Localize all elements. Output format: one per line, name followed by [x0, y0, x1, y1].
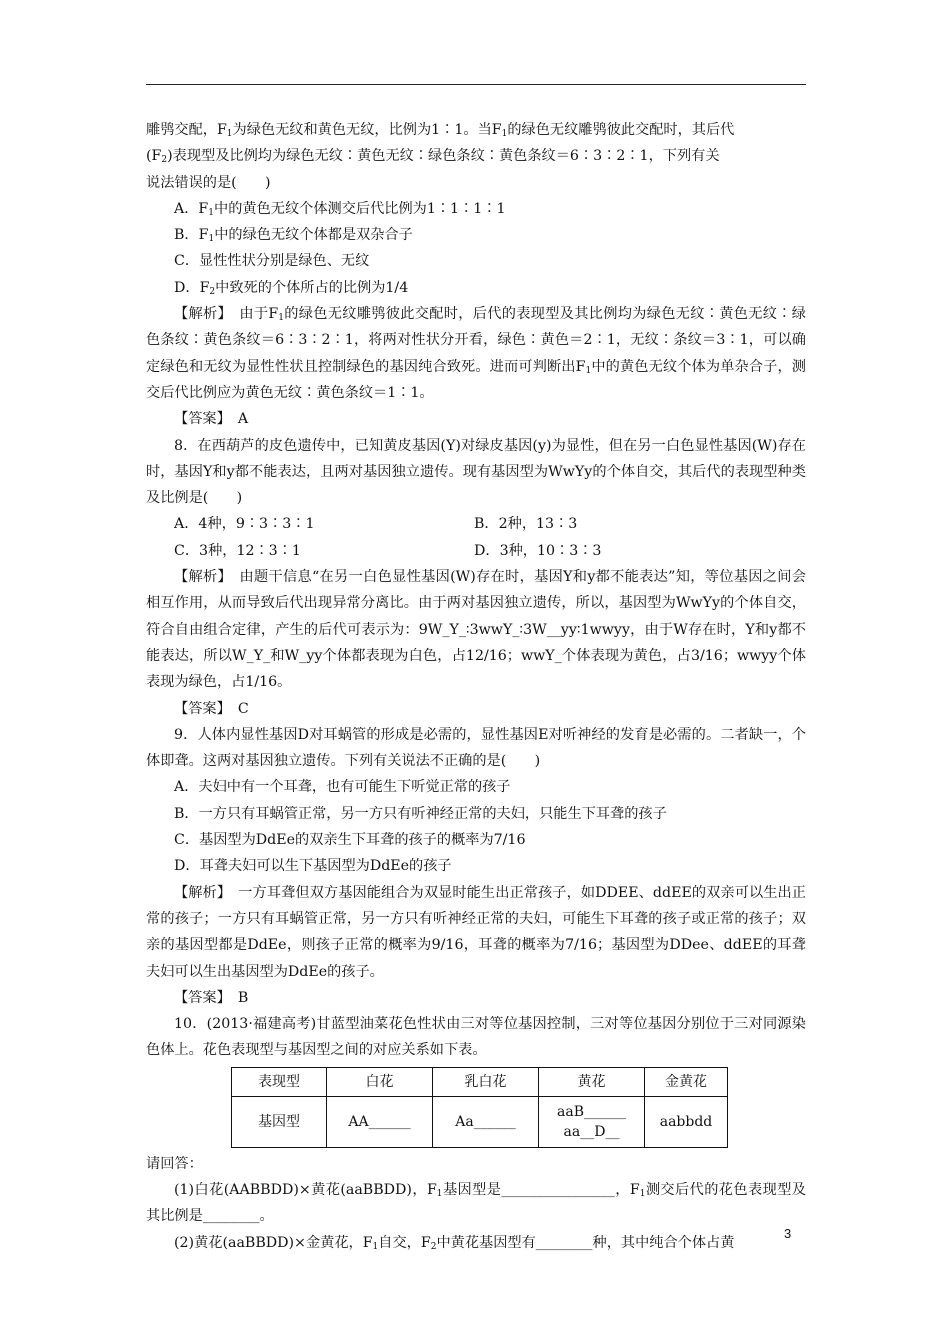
q10-sub2: (2)黄花(aaBBDD)×金黄花，$F_1$自交，$F_2$中黄花基因型有________种，其中纯合个体占黄: [174, 1234, 735, 1252]
q9-option-a: A．夫妇中有一个耳聋，也有可能生下听觉正常的孩子: [174, 779, 511, 796]
q8-option-c: C．3种，12∶3∶1: [174, 542, 301, 559]
q7-stem: 雕鸮交配，$F_1$为绿色无纹和黄色无纹，比例为1∶1。当$F_1$的绿色无纹雕鸮彼此交配时，其后代 $(F_2)$表现型及比例均为绿色无纹∶黄色无纹∶绿色条纹∶黄色条纹＝6∶3∶2∶1，下列有关 说法错误的是( ): [146, 122, 735, 191]
q7-analysis: 【解析】 由于$F_1$的绿色无纹雕鸮彼此交配时，后代的表现型及其比例均为绿色无纹∶黄色无纹∶绿色条纹∶黄色条纹＝6∶3∶2∶1，将两对性状分开看，绿色∶黄色＝2∶1，无纹∶条纹＝3∶1，可以确定绿色和无纹为显性性状且控制绿色的基因纯合致死。进而可判断出$F_1$中的黄色无纹个体为单杂合子，测交后代比例应为黄色无纹∶黄色条纹＝1∶1。: [146, 306, 806, 401]
table-header-row: [232, 1067, 728, 1096]
q9-option-c: C．基因型为DdEe的双亲生下耳聋的孩子的概率为7/16: [174, 832, 526, 849]
q7-answer: 【答案】 A: [174, 411, 249, 428]
q8-options-row-1: [146, 511, 806, 537]
q8-analysis: 【解析】 由题干信息“在另一白色显性基因(W)存在时，基因Y和y都不能表达”知，等位基因之间会相互作用，从而导致后代出现异常分离比。由于两对基因独立遗传，所以，基因型为WwYy的个体自交，符合自由组合定律，产生的后代可表示为：9W_Y_∶3wwY_∶3W__yy∶1wwyy，由于W存在时，Y和y都不能表达，所以W_Y_和W_yy个体都表现为白色，占12/16；wwY_个体表现为黄色，占3/16；wwyy个体表现为绿色，占1/16。: [146, 569, 806, 691]
q8-answer: 【答案】 C: [174, 700, 249, 717]
q7-option-d: D．$F_2$中致死的个体所占的比例为1/4: [174, 279, 409, 297]
table-cell: aaB______ aa__D__: [539, 1096, 645, 1147]
q7-option-a: A．$F_1$中的黄色无纹个体测交后代比例为1∶1∶1∶1: [174, 200, 506, 218]
q7-option-c: C．显性性状分别是绿色、无纹: [174, 253, 370, 270]
q9-option-b: B．一方只有耳蜗管正常，另一方只有听神经正常的夫妇，只能生下耳聋的孩子: [174, 805, 667, 822]
table-cell: 表现型: [232, 1067, 327, 1096]
table-cell: 黄花: [539, 1067, 645, 1096]
page-content: [146, 117, 806, 1256]
table-cell: Aa______: [433, 1096, 539, 1147]
table-row: [232, 1096, 728, 1147]
q8-option-a: A．4种，9∶3∶3∶1: [174, 516, 315, 533]
table-cell: 基因型: [232, 1096, 327, 1147]
table-cell: 白花: [327, 1067, 433, 1096]
table-cell: aabbdd: [645, 1096, 728, 1147]
table-cell: 金黄花: [645, 1067, 728, 1096]
table-cell: 乳白花: [433, 1067, 539, 1096]
q9-stem: 9．人体内显性基因D对耳蜗管的形成是必需的，显性基因E对听神经的发育是必需的。二者缺一，个体即聋。这两对基因独立遗传。下列有关说法不正确的是( ): [146, 726, 806, 770]
q10-prompt: 请回答：: [146, 1155, 203, 1172]
q9-option-d: D．耳聋夫妇可以生下基因型为DdEe的孩子: [174, 858, 452, 875]
q8-stem: 8．在西葫芦的皮色遗传中，已知黄皮基因(Y)对绿皮基因(y)为显性，但在另一白色显性基因(W)存在时，基因Y和y都不能表达，且两对基因独立遗传。现有基因型为WwYy的个体自交，其后代的表现型种类及比例是( ): [146, 437, 806, 507]
table-cell: AA______: [327, 1096, 433, 1147]
q9-analysis: 【解析】 一方耳聋但双方基因能组合为双显时能生出正常孩子，如DDEE、ddEE的双亲可以生出正常的孩子；一方只有耳蜗管正常，另一方只有听神经正常的夫妇，可能生下耳聋的孩子或正常的孩子；双亲的基因型都是DdEe，则孩子正常的概率为9/16，耳聋的概率为7/16；基因型为DDee、ddEE的耳聋夫妇可以生出基因型为DdEe的孩子。: [146, 884, 806, 980]
q10-sub1: (1)白花(AABBDD)×黄花(aaBBDD)，$F_1$基因型是________________，$F_1$测交后代的花色表现型及其比例是________。: [146, 1181, 806, 1225]
header-rule: [146, 84, 806, 85]
page-number: 3: [784, 1226, 792, 1241]
q8-option-b: B．2种，13∶3: [474, 516, 578, 533]
flower-color-table: [231, 1067, 728, 1148]
q8-option-d: D．3种，10∶3∶3: [474, 542, 602, 559]
q9-answer: 【答案】 B: [174, 989, 249, 1006]
q7-option-b: B．$F_1$中的绿色无纹个体都是双杂合子: [174, 227, 413, 245]
q8-options-row-2: [146, 538, 806, 564]
q10-stem: 10．(2013·福建高考)甘蓝型油菜花色性状由三对等位基因控制，三对等位基因分别位于三对同源染色体上。花色表现型与基因型之间的对应关系如下表。: [146, 1016, 806, 1059]
